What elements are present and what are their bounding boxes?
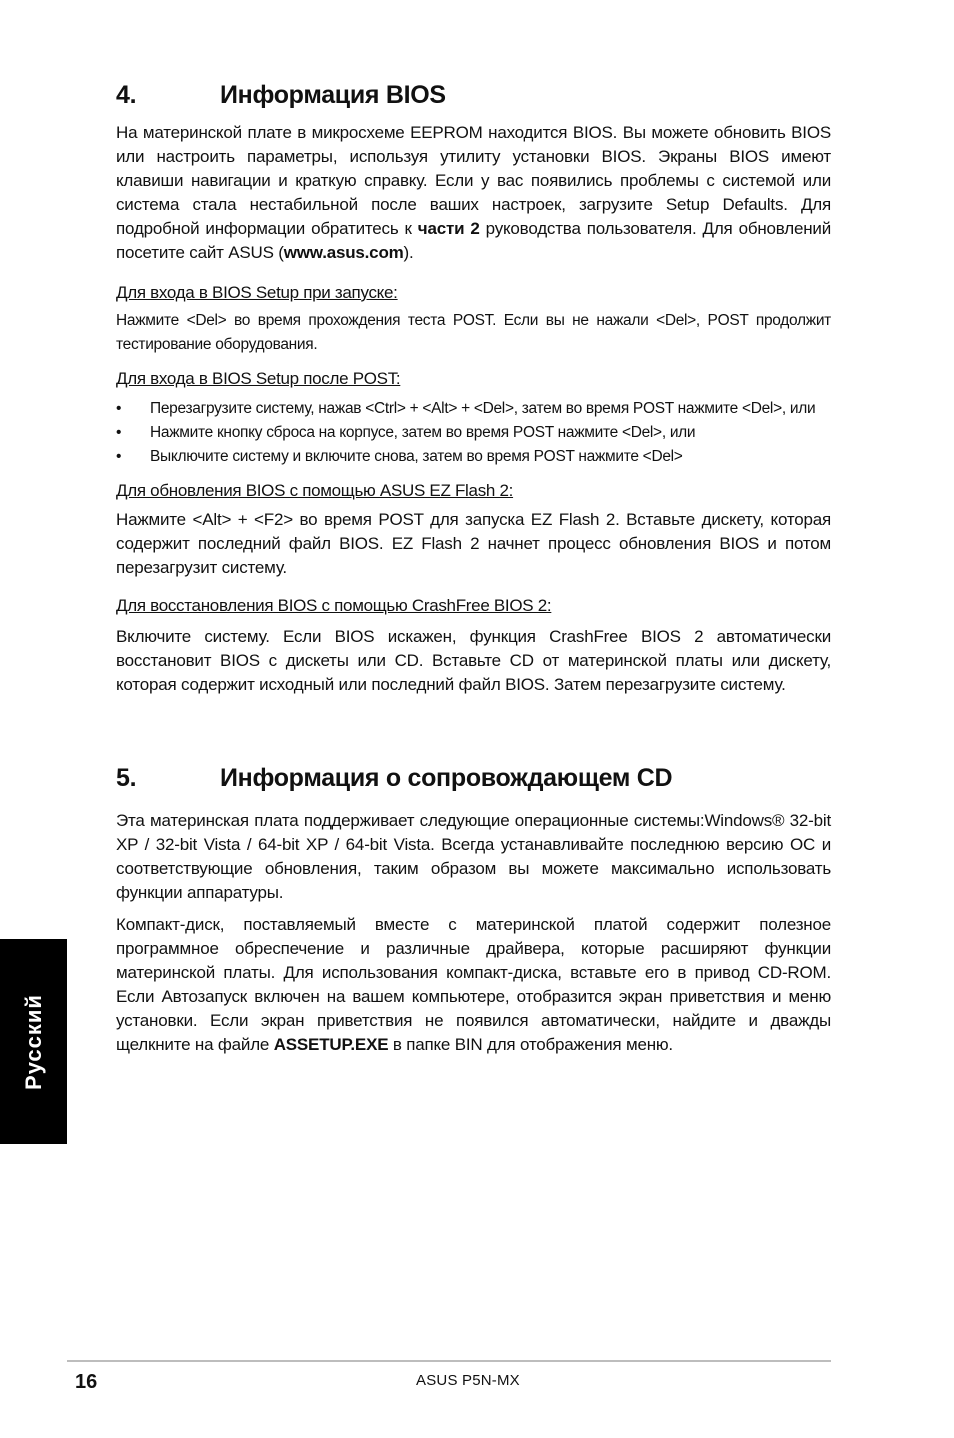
section-5-os-support-text: Эта материнская плата поддерживает следующие операционные системы:Windows® 32-bit XP / 32-bit Vista / 64-bit XP / 64-bit Vista. Всегда устанавливайте последнюю версию ОС и соответствующие обновления, таким образом вы можете максимально использовать функции аппаратуры. [116,811,831,902]
language-label: Русский [20,993,46,1090]
bios-setup-after-post-heading: Для входа в BIOS Setup после POST: [116,369,401,388]
bios-setup-on-boot-heading: Для входа в BIOS Setup при запуске: [116,283,398,302]
bullet: • [116,424,122,441]
list-item-text: Выключите систему и включите снова, затем во время POST нажмите <Del> [150,448,683,465]
crashfree-text: Включите систему. Если BIOS искажен, функция CrashFree BIOS 2 автоматически восстановит BIOS с дискеты или CD. Вставьте CD от материнской платы или дискету, которая содержит исходный или последний файл BIOS. Затем перезагрузите систему. [116,627,831,694]
bios-setup-on-boot-text: Нажмите <Del> во время прохождения теста POST. Если вы не нажали <Del>, POST продолжит тестирование оборудования. [116,312,831,353]
intro-text-1: На материнской плате в микросхеме EEPROM находится BIOS. Вы можете обновить BIOS или настроить параметры, используя утилиту установки BIOS. Экраны BIOS имеют клавиши навигации и краткую справку. Если у вас появились проблемы с системой или система стала нестабильной после ваших настроек, загрузите Setup Defaults. Для подробной информации обратитесь к [116,123,831,238]
cd-text-2: в папке BIN для отображения меню. [388,1035,673,1054]
intro-text-3: ). [403,243,414,262]
list-item [116,445,831,469]
list-item [116,421,831,445]
list-item-text: Перезагрузите систему, нажав <Ctrl> + <Alt> + <Del>, затем во время POST нажмите <Del>, или [150,400,816,417]
section-5-title: Информация о сопровождающем CD [220,763,673,792]
section-4-title: Информация BIOS [220,80,446,109]
section-5-heading [116,761,831,795]
crashfree-heading: Для восстановления BIOS с помощью CrashFree BIOS 2: [116,596,552,615]
ez-flash-heading: Для обновления BIOS с помощью ASUS EZ Flash 2: [116,481,514,500]
bullet: • [116,448,122,465]
section-4-intro [116,121,831,265]
bullet: • [116,400,122,417]
section-4-heading [116,78,831,112]
list-item-text: Нажмите кнопку сброса на корпусе, затем во время POST нажмите <Del>, или [150,424,696,441]
list-item [116,397,831,421]
page-number: 16 [75,1371,98,1393]
assetup-filename: ASSETUP.EXE [273,1035,389,1054]
section-5-number: 5. [116,763,137,792]
cd-text-1: Компакт-диск, поставляемый вместе с материнской платой содержит полезное программное обреспечение и различные драйвера, которые расширяют функции материнской платы. Для использования компакт-диска, вставьте его в привод CD-ROM. Если Автозапуск включен на вашем компьютере, отобразится экран приветствия и меню установки. Если экран приветствия не появился автоматически, найдите и дважды щелкните на файле [116,915,831,1054]
footer-divider [67,1360,831,1362]
intro-text-2: руководства пользователя. Для обновлений посетите сайт ASUS ( [116,219,831,262]
page-content [116,78,831,1057]
asus-website-link: www.asus.com [283,243,404,262]
ez-flash-text: Нажмите <Alt> + <F2> во время POST для запуска EZ Flash 2. Вставьте дискету, которая содержит последний файл BIOS. EZ Flash 2 начнет процесс обновления BIOS и потом перезагрузит систему. [116,510,831,577]
section-4-number: 4. [116,80,137,109]
language-side-tab [0,939,67,1144]
intro-bold-chapter: части 2 [417,219,480,238]
bios-setup-after-post-list [116,397,831,469]
section-5-cd-text [116,913,831,1057]
footer-product-name: ASUS P5N-MX [416,1372,520,1389]
